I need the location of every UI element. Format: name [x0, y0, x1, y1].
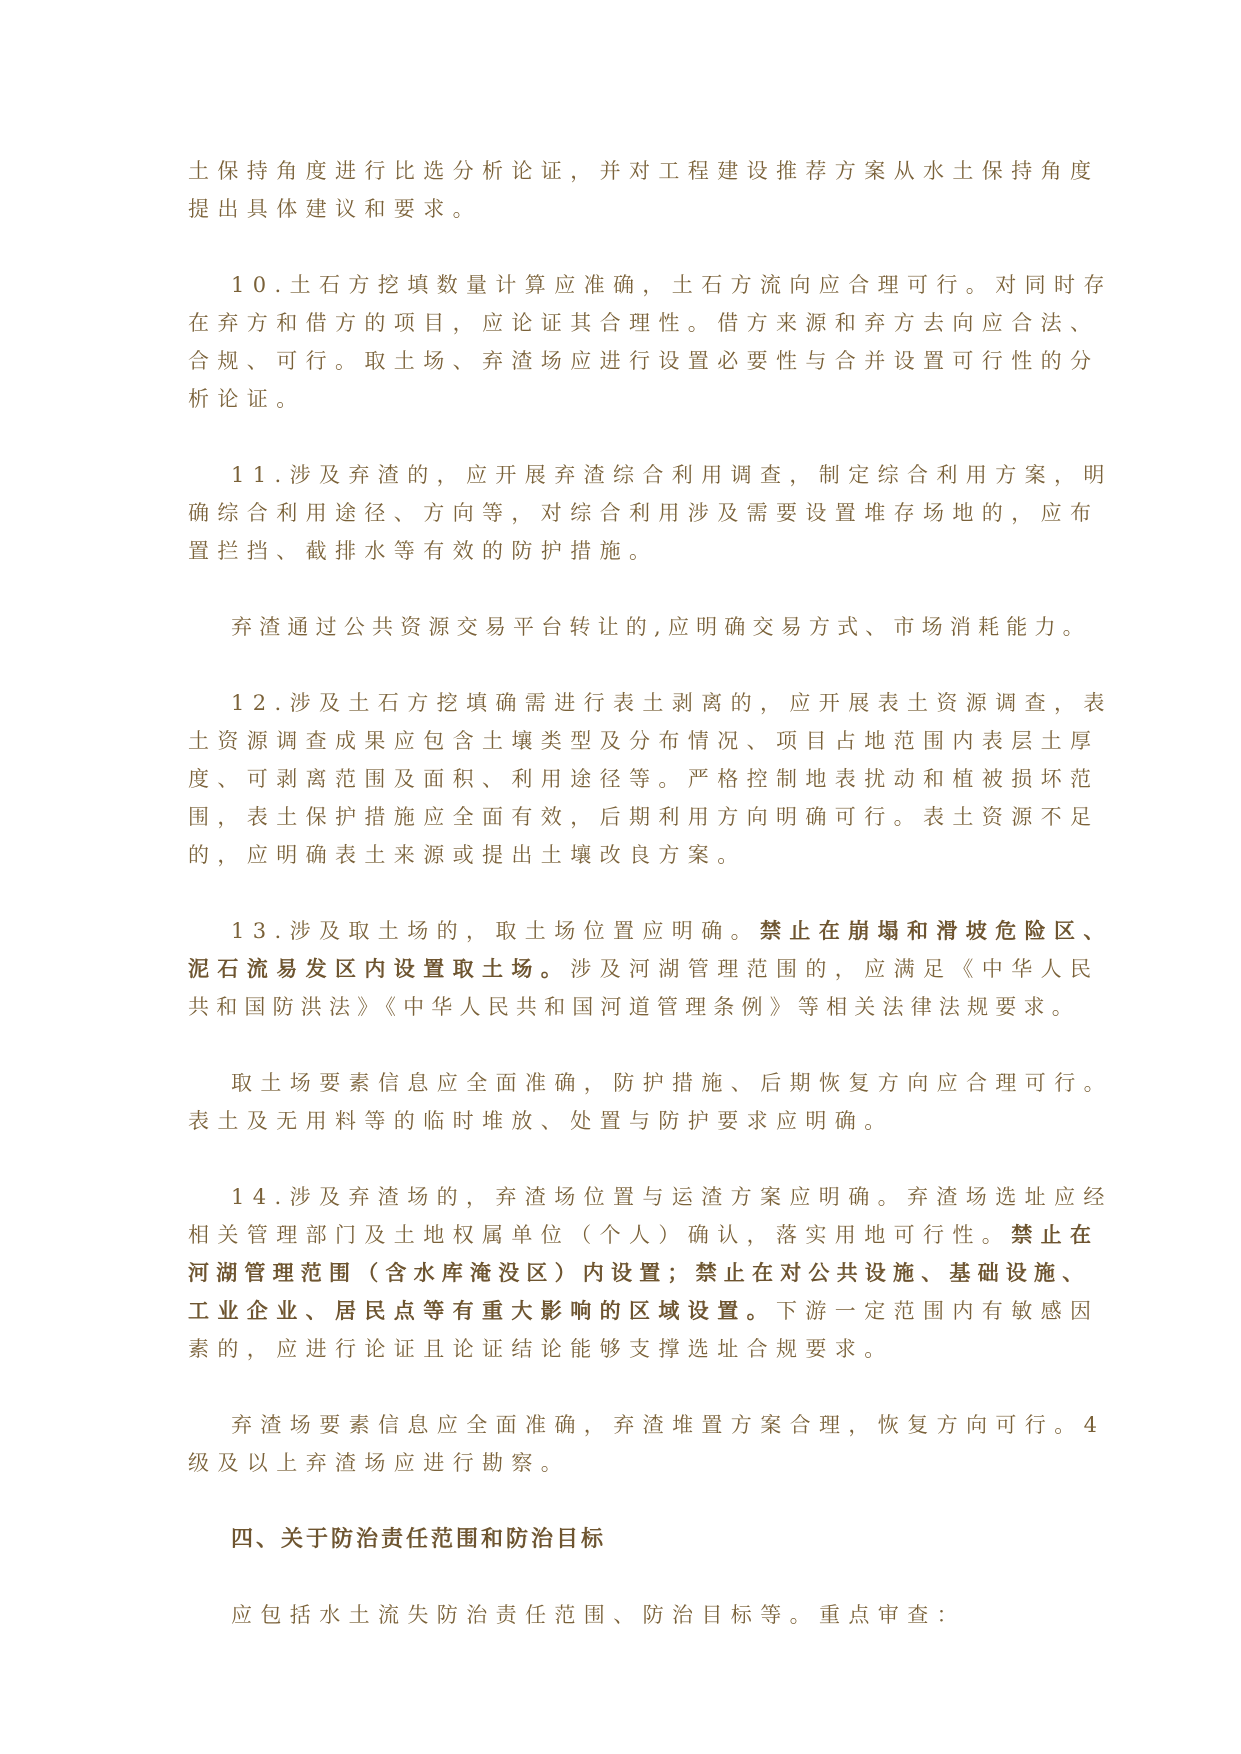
bold-prohibition: 泥石流易发区内设置取土场。 — [188, 956, 571, 981]
paragraph-item-11-transfer — [188, 608, 1091, 646]
text-line: 共和国防洪法》《中华人民共和国河道管理条例》等相关法律法规要求。 — [188, 995, 1080, 1019]
paragraph-item-12 — [188, 684, 1113, 874]
text-line: 表土及无用料等的临时堆放、处置与防护要求应明确。 — [188, 1109, 894, 1133]
text-line: 10.土石方挖填数量计算应准确，土石方流向应合理可行。对同时存 — [231, 273, 1113, 297]
text-line: 11.涉及弃渣的，应开展弃渣综合利用调查，制定综合利用方案，明 — [231, 463, 1113, 487]
text-line: 土资源调查成果应包含土壤类型及分布情况、项目占地范围内表层土厚 — [188, 729, 1100, 753]
paragraph-intro — [188, 152, 1100, 228]
text-line: 取土场要素信息应全面准确，防护措施、后期恢复方向应合理可行。 — [231, 1071, 1113, 1095]
text-line: 析论证。 — [188, 387, 306, 411]
text-line: 13.涉及取土场的，取土场位置应明确。禁止在崩塌和滑坡危险区、 — [231, 918, 1113, 943]
text-line: 合规、可行。取土场、弃渣场应进行设置必要性与合并设置可行性的分 — [188, 349, 1100, 373]
bold-prohibition: 河湖管理范围（含水库淹没区）内设置；禁止在对公共设施、基础设施、 — [188, 1260, 1091, 1285]
text-line: 在弃方和借方的项目，应论证其合理性。借方来源和弃方去向应合法、 — [188, 311, 1100, 335]
text-line: 14.涉及弃渣场的，弃渣场位置与运渣方案应明确。弃渣场选址应经 — [231, 1185, 1113, 1209]
text-line — [188, 1254, 1091, 1292]
text-line: 提出具体建议和要求。 — [188, 197, 482, 221]
bold-prohibition: 工业企业、居民点等有重大影响的区域设置。 — [188, 1298, 776, 1323]
paragraph-item-11 — [188, 456, 1113, 570]
text-line: 度、可剥离范围及面积、利用途径等。严格控制地表扰动和植被损坏范 — [188, 767, 1100, 791]
text-line: 12.涉及土石方挖填确需进行表土剥离的，应开展表土资源调查，表 — [231, 691, 1113, 715]
text-line: 置拦挡、截排水等有效的防护措施。 — [188, 539, 659, 563]
bold-prohibition: 禁止在 — [1011, 1222, 1100, 1247]
bold-prohibition: 禁止在崩塌和滑坡危险区、 — [760, 918, 1113, 943]
text-line: 确综合利用途径、方向等，对综合利用涉及需要设置堆存场地的，应布 — [188, 501, 1100, 525]
text-line: 素的，应进行论证且论证结论能够支撑选址合规要求。 — [188, 1337, 894, 1361]
section-4-body: 应包括水土流失防治责任范围、防治目标等。重点审查： — [231, 1603, 966, 1627]
text-line: 工业企业、居民点等有重大影响的区域设置。下游一定范围内有敏感因 — [188, 1298, 1100, 1323]
paragraph-item-13-borrow — [188, 1064, 1113, 1140]
text-line: 土保持角度进行比选分析论证，并对工程建设推荐方案从水土保持角度 — [188, 159, 1100, 183]
paragraph-item-14-spoil — [188, 1406, 1106, 1482]
paragraph-item-10 — [188, 266, 1113, 418]
text-line: 级及以上弃渣场应进行勘察。 — [188, 1451, 571, 1475]
text-line: 弃渣场要素信息应全面准确，弃渣堆置方案合理，恢复方向可行。4 — [231, 1413, 1106, 1437]
text-line: 泥石流易发区内设置取土场。涉及河湖管理范围的，应满足《中华人民 — [188, 956, 1100, 981]
text-line: 相关管理部门及土地权属单位（个人）确认，落实用地可行性。禁止在 — [188, 1222, 1100, 1247]
paragraph-item-14 — [188, 1178, 1113, 1368]
paragraph-item-13 — [188, 912, 1113, 1026]
section-heading-4: 四、关于防治责任范围和防治目标 — [231, 1526, 607, 1552]
text-line: 弃渣通过公共资源交易平台转让的,应明确交易方式、市场消耗能力。 — [231, 615, 1091, 639]
text-line: 围，表土保护措施应全面有效，后期利用方向明确可行。表土资源不足 — [188, 805, 1100, 829]
text-line: 的，应明确表土来源或提出土壤改良方案。 — [188, 843, 747, 867]
document-page — [188, 152, 1113, 1634]
